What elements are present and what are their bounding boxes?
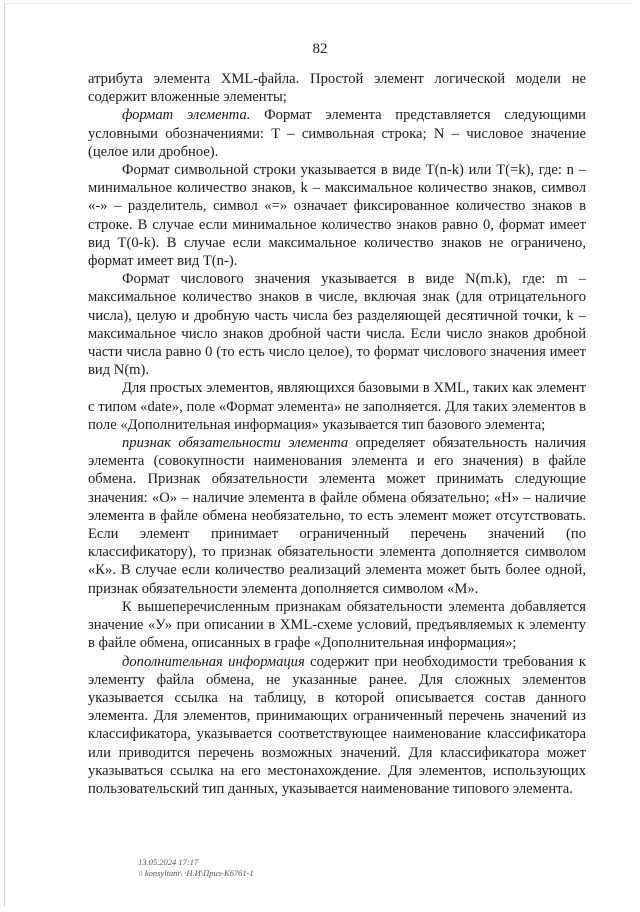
footer-timestamp: 13.05.2024 17:17 [138,857,199,867]
paragraph-1: атрибута элемента XML-файла. Простой элемент логической модели не содержит вложенные элементы; [88,71,586,106]
print-footer [138,857,254,878]
paragraph-8-text: содержит при необходимости требования к элементу файла обмена, не указанные ранее. Для сложных элементов указывается ссылка на таблицу, в которой описывается состав данного элемента. Для элементов, принимающих ограниченный перечень значений из классификатора, указывается соответствующее наименование классификатора или приводится перечень возможных значений. Для классификатора может указываться ссылка на его местонахождение. Для элементов, использующих пользовательский тип данных, указывается наименование типового элемента. [88,653,586,797]
term-element-format: формат элемента. [122,107,251,124]
paragraph-6-text: определяет обязательность наличия элемента (совокупности наименования элемента и его значения) в файле обмена. Признак обязательности элемента может принимать следующие значения: «О» – наличие элемента в файле обмена обязательно; «Н» – наличие элемента в файле обмена необязательно, то есть элемент может отсутствовать. Если элемент принимает ограниченный перечень значений (по классификатору), то признак обязательности элемента дополняется символом «К». В случае если количество реализаций элемента может быть более одной, признак обязательности элемента дополняется символом «М». [88,435,586,597]
term-mandatory-flag: признак обязательности элемента [122,435,349,452]
paragraph-2 [88,106,586,161]
page-number: 82 [312,41,328,57]
paragraph-8 [88,653,586,799]
footer-path: \\ konsyltant\ ·Н.И\Приз-К6761-1 [138,867,254,878]
paragraph-2-text: Формат элемента представляется следующими условными обозначениями: T – символьная строка; N – числовое значение (целое или дробное). [88,107,586,160]
term-additional-info: дополнительная информация [122,653,305,670]
paragraph-5: Для простых элементов, являющихся базовыми в XML, таких как элемент с типом «date», поле «Формат элемента» не заполняется. Для таких элементов в поле «Дополнительная информация» указывается тип базового элемента; [88,380,586,433]
paragraph-3: Формат символьной строки указывается в виде T(n-k) или T(=k), где: n – минимальное количество знаков, k – максимальное количество знаков, символ «-» – разделитель, символ «=» означает фиксированное количество знаков в строке. В случае если минимальное количество знаков равно 0, формат имеет вид T(0-k). В случае если максимальное количество знаков не ограничено, формат имеет вид T(n-). [88,162,586,270]
document-body [88,70,586,798]
paragraph-4: Формат числового значения указывается в виде N(m.k), где: m – максимальное количество знаков в числе, включая знак (для отрицательного числа), целую и дробную часть числа без разделяющей десятичной точки, k – максимальное число знаков дробной части числа. Если число знаков дробной части числа равно 0 (то есть число целое), то формат числового значения имеет вид N(m). [88,271,586,379]
paragraph-6 [88,434,586,598]
paragraph-7: К вышеперечисленным признакам обязательности элемента добавляется значение «У» при описании в XML-схеме условий, предъявляемых к элементу в файле обмена, описанных в графе «Дополнительная информация»; [88,598,586,652]
